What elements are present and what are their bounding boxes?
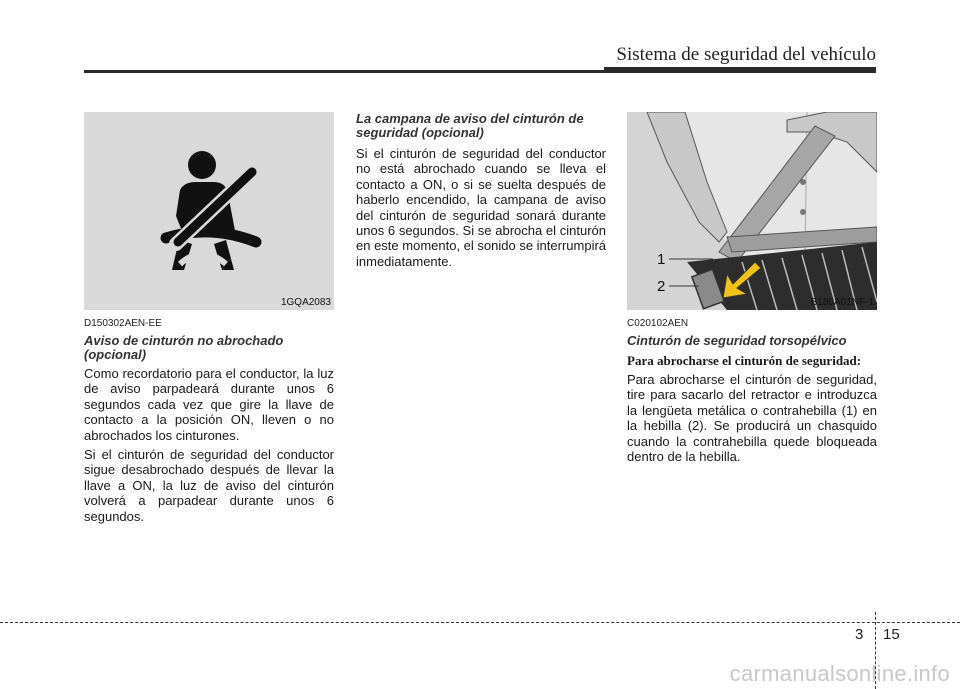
page-number: 15 — [883, 626, 900, 643]
figure-code: B180A01NF-1 — [810, 297, 874, 308]
section-heading: Cinturón de seguridad torsopélvico — [627, 333, 847, 348]
paragraph: Como recordatorio para el conductor, la luz de aviso parpadeará durante unos 6 segundos cada vez que gire la llave de contacto a la posición ON, lleven o no abrochados los cinturones. — [84, 366, 334, 443]
section-heading: Aviso de cinturón no abrochado (opcional) — [84, 333, 284, 362]
seatbelt-warning-icon — [84, 112, 334, 310]
callout-label-1: 1 — [657, 251, 666, 268]
paragraph: Si el cinturón de seguridad del conductor no está abrochado cuando se lleva el contacto a ON, o si se suelta después de haberlo encendido, la campana de aviso del cinturón de seguridad sonará durante unos 6 segundos. Si se abrocha el cinturón en este momento, el sonido se interrumpirá inmediatamente. — [356, 146, 607, 269]
paragraph: Si el cinturón de seguridad del conductor sigue desabrochado después de llevar la llave a ON, la luz de aviso del cinturón volverá a parpadear durante unos 6 segundos. — [84, 447, 334, 524]
section-code: D150302AEN-EE — [84, 318, 162, 329]
column-seatbelt-warning-light — [84, 112, 334, 524]
footer-rule — [0, 622, 960, 623]
column-lap-shoulder-belt — [627, 112, 877, 464]
seatbelt-warning-figure — [84, 112, 334, 310]
section-heading: La campana de aviso del cinturón de seguridad (opcional) — [356, 111, 584, 140]
buckle-illustration-figure — [627, 112, 877, 310]
sub-heading: Para abrocharse el cinturón de seguridad: — [627, 353, 862, 368]
column-seatbelt-chime — [356, 112, 606, 269]
callout-label-2: 2 — [657, 278, 666, 295]
page-header-title: Sistema de seguridad del vehículo — [616, 44, 876, 65]
watermark: carmanualsonline.info — [729, 661, 950, 686]
paragraph: Para abrocharse el cinturón de seguridad, tire para sacarlo del retractor e introduzca la lengüeta metálica o contrahebilla (1) en la hebilla (2). Se producirá un chasquido cuando la contrahebilla quede bloqueada dentro de la hebilla. — [627, 372, 877, 465]
buckle-illustration — [627, 112, 877, 310]
figure-code: 1GQA2083 — [280, 297, 331, 308]
header-rule-accent — [604, 67, 876, 73]
section-code: C020102AEN — [627, 318, 689, 329]
chapter-number: 3 — [855, 626, 864, 643]
